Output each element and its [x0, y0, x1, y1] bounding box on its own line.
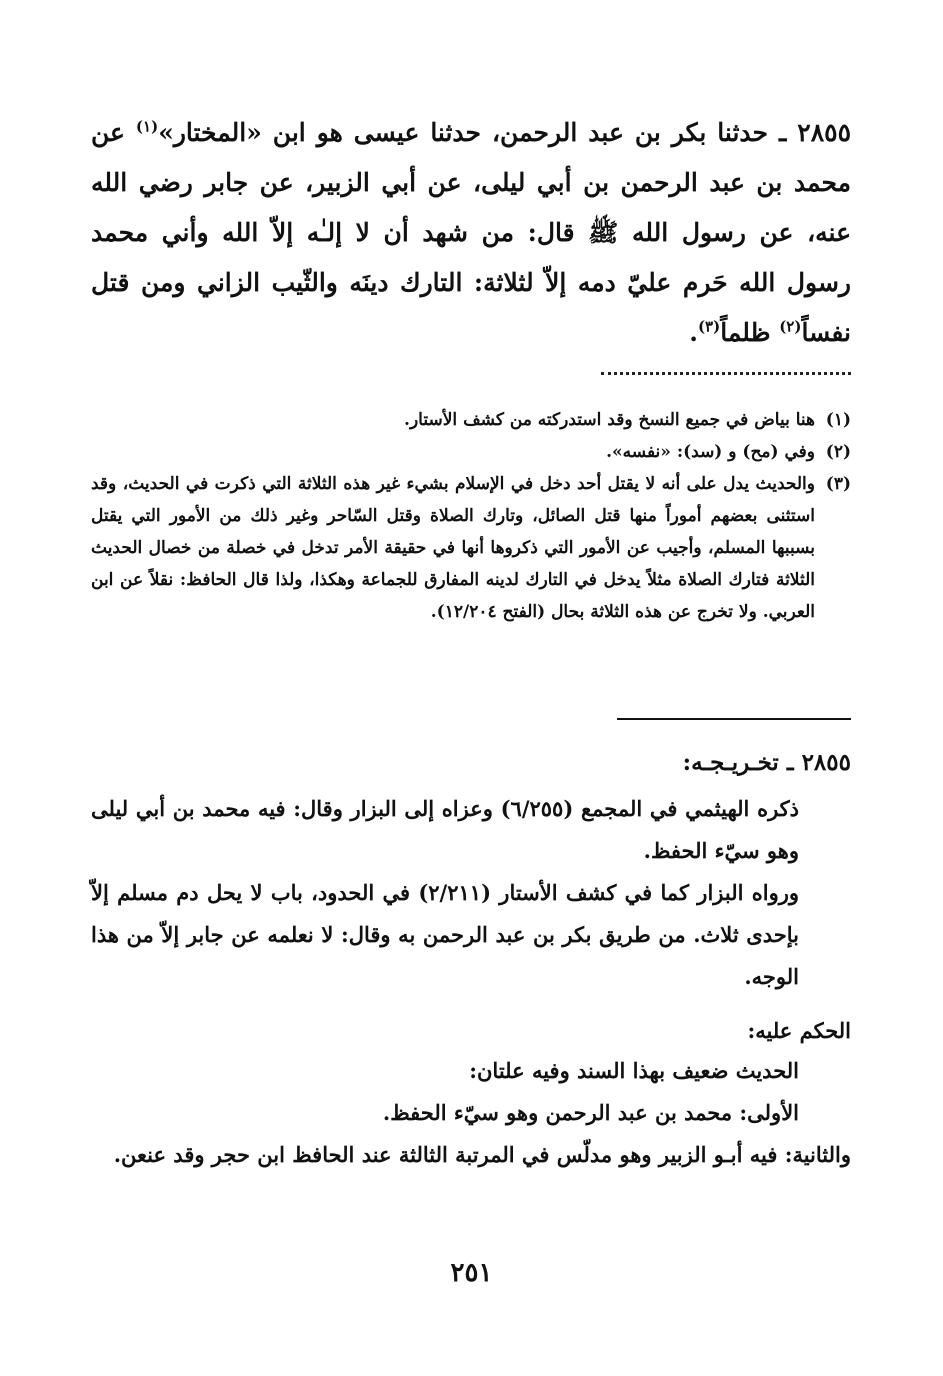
hukm-heading: الحكم عليه:	[747, 1018, 851, 1043]
footnote-ref-3[interactable]: (٣)	[697, 317, 721, 336]
footnote-item	[91, 404, 851, 436]
hadith-text-end: .	[689, 318, 698, 347]
footnote-text: وفي (مح) و (سد): «نفسه».	[606, 442, 815, 462]
page-number: ٢٥١	[450, 1258, 493, 1288]
hukm-second-reason: والثانية: فيه أبـو الزبير وهو مدلّس في المرتبة الثالثة عند الحافظ ابن حجر وقد عنعن.	[113, 1142, 851, 1167]
takhrij-paragraph: ذكره الهيثمي في المجمع (٦/٢٥٥) وعزاه إلى البزار وقال: فيه محمد بن أبي ليلى وهو سيّء الحفظ.	[91, 796, 800, 863]
hukm-body	[91, 1050, 851, 1176]
hadith-text	[91, 108, 851, 358]
footnote-dotted-divider	[601, 372, 851, 381]
footnote-text: والحديث يدل على أنه لا يقتل أحد دخل في الإسلام بشيء غير هذه الثلاثة التي ذكرت في الحديث، وقد استثنى بعضهم أموراً منها قتل الصائل، وتارك الصلاة وقتل السّاحر وغير ذلك من الأمور التي يقتل بسببها المسلم، وأجيب عن الأمور التي ذكروها أنها في حقيقة الأمر تدخل في خصلة من خصال الحديث الثلاثة فتارك الصلاة مثلاً يدخل في التارك لدينه المفارق للجماعة وهكذا، ولذا قال الحافظ: نقلاً عن ابن العربي. ولا تخرج عن هذه الثلاثة بحال (الفتح ١٢/٢٠٤).	[91, 474, 815, 622]
section-separator-line	[617, 718, 851, 720]
hadith-text-part-3: ظلماً	[720, 318, 771, 347]
footnote-ref-1[interactable]: (١)	[135, 117, 159, 136]
footnotes	[91, 404, 851, 628]
footnote-item	[91, 468, 851, 628]
takhrij-paragraph: ورواه البزار كما في كشف الأستار (٢/٢١١) في الحدود، باب لا يحل دم مسلم إلاّ بإحدى ثلاث. من طريق بكر بن عبد الرحمن به وقال: لا نعلمه عن جابر إلاّ من هذا الوجه.	[91, 880, 799, 989]
footnote-item	[91, 436, 851, 468]
hadith-number: ٢٨٥٥ ـ	[778, 118, 851, 147]
takhrij-heading: ٢٨٥٥ ـ تخـريـجـه:	[682, 749, 851, 776]
footnote-text: هنا بياض في جميع النسخ وقد استدركته من كشف الأستار.	[404, 410, 815, 430]
hukm-first-reason: الأولى: محمد بن عبد الرحمن وهو سيّء الحفظ.	[382, 1100, 799, 1125]
footnote-number: (٣)	[825, 474, 851, 494]
footnote-number: (٢)	[825, 442, 851, 462]
hadith-text-part-1: حدثنا بكر بن عبد الرحمن، حدثنا عيسى هو ابن «المختار»	[158, 118, 769, 147]
footnote-ref-2[interactable]: (٢)	[779, 317, 802, 336]
takhrij-body	[91, 788, 851, 998]
hukm-intro: الحديث ضعيف بهذا السند وفيه علتان:	[469, 1058, 799, 1083]
footnote-number: (١)	[825, 410, 851, 430]
hadith-text-part-2: عن محمد بن عبد الرحمن بن أبي ليلى، عن أبي الزبير، عن جابر رضي الله عنه، عن رسول الله ﷺ قال: من شهد أن لا إلـٰه إلاّ الله وأني محمد رسول الله حَرم عليّ دمه إلاّ لثلاثة: التارك دينَه والثّيب الزاني ومن قتل نفساً	[91, 118, 851, 347]
